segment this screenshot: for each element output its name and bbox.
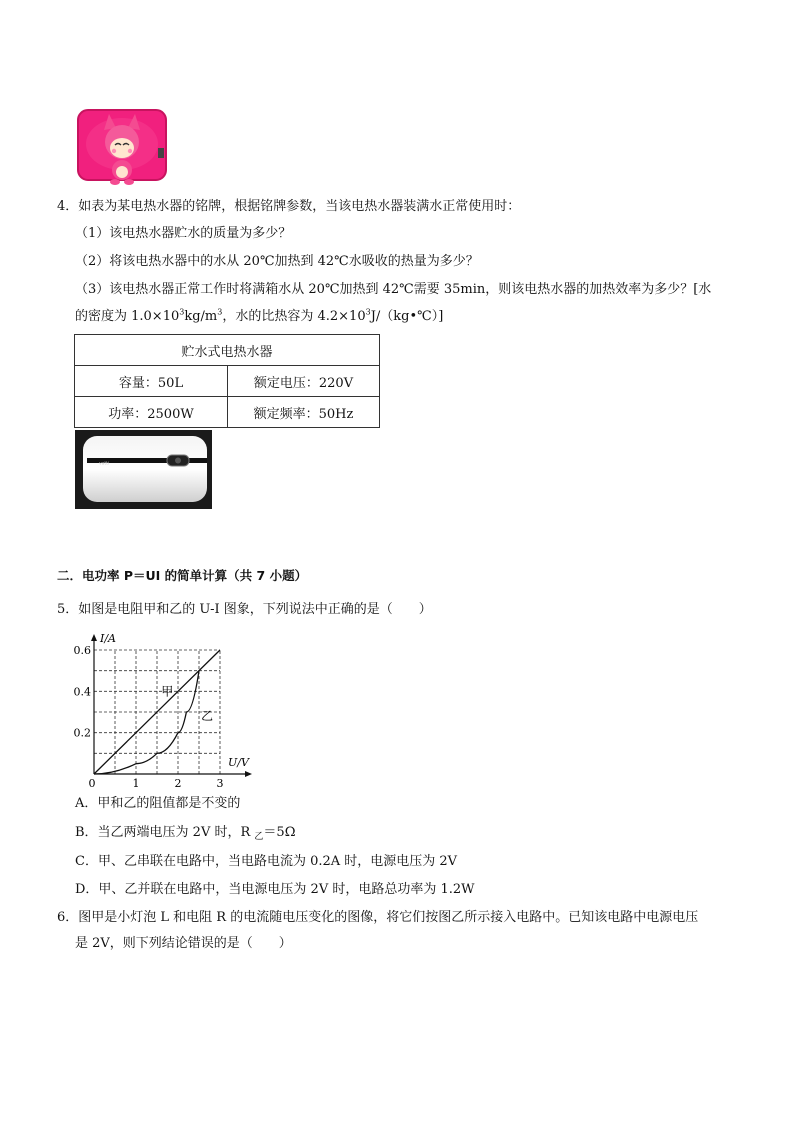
water-heater-image: [75, 430, 212, 509]
spec-frequency: 额定频率：50Hz: [228, 397, 380, 428]
question-4-part-3-line-2: 的密度为 $1.0\times 10^3kg/m^3$，水的比热容为 $4.2\times 10^3J/(kg•℃)$]: [75, 307, 444, 324]
question-6-line-2: 是 2V，则下列结论错误的是（ ）: [75, 936, 292, 951]
y-tick-label: 0.4: [73, 685, 91, 699]
option-d[interactable]: D．甲、乙并联在电路中，当电源电压为 2V 时，电路总功率为 1.2W: [75, 882, 475, 897]
section-2-heading: 二．电功率 P＝UI 的简单计算（共 7 小题）: [57, 568, 308, 583]
question-4-stem: 4．如表为某电热水器的铭牌，根据铭牌参数，当该电热水器装满水正常使用时：: [57, 199, 521, 214]
option-c[interactable]: C．甲、乙串联在电路中，当电路电流为 0.2A 时，电源电压为 2V: [75, 854, 458, 869]
question-5-stem: 5．如图是电阻甲和乙的 U-I 图象，下列说法中正确的是（ ）: [57, 602, 432, 617]
ui-graph: [72, 628, 260, 788]
x-axis-arrow: [245, 771, 252, 777]
x-axis-label: U/V: [228, 756, 249, 769]
question-6-line-1: 6．图甲是小灯泡 L 和电阻 R 的电流随电压变化的图像，将它们按图乙所示接入电路中。已知该电路中电源电压: [57, 910, 699, 925]
x-tick-label: 1: [132, 777, 140, 788]
y-tick-label: 0.2: [73, 726, 91, 740]
x-tick-label: 3: [216, 777, 224, 788]
y-axis-label: I/A: [100, 632, 116, 645]
spec-table-title: 贮水式电热水器: [75, 335, 380, 366]
curve-label-jia: 甲: [161, 684, 174, 699]
heater-brand-text: vatti: [99, 461, 110, 467]
spec-power: 功率：2500W: [75, 397, 228, 428]
option-a[interactable]: A．甲和乙的阻值都是不变的: [75, 796, 241, 811]
curve-label-yi: 乙: [201, 709, 214, 724]
question-4-part-2: （2）将该电热水器中的水从 20℃加热到 42℃水吸收的热量为多少？: [75, 254, 479, 269]
spec-voltage: 额定电压：220V: [228, 366, 380, 397]
x-tick-label: 0: [88, 777, 96, 788]
question-4-part-3-line-1: （3）该电热水器正常工作时将满箱水从 20℃加热到 42℃需要 35min，则该电热水器的加热效率为多少？[水: [75, 282, 712, 297]
x-tick-label: 2: [174, 777, 182, 788]
heater-spec-table: [74, 334, 380, 428]
spec-capacity: 容量：50L: [75, 366, 228, 397]
question-4-part-1: （1）该电热水器贮水的质量为多少？: [75, 226, 292, 241]
y-tick-label: 0.6: [73, 644, 91, 657]
y-axis-arrow: [91, 634, 97, 641]
option-b[interactable]: B．当乙两端电压为 2V 时，R $_乙$＝5Ω: [75, 825, 296, 842]
hand-warmer-image: [76, 104, 168, 188]
